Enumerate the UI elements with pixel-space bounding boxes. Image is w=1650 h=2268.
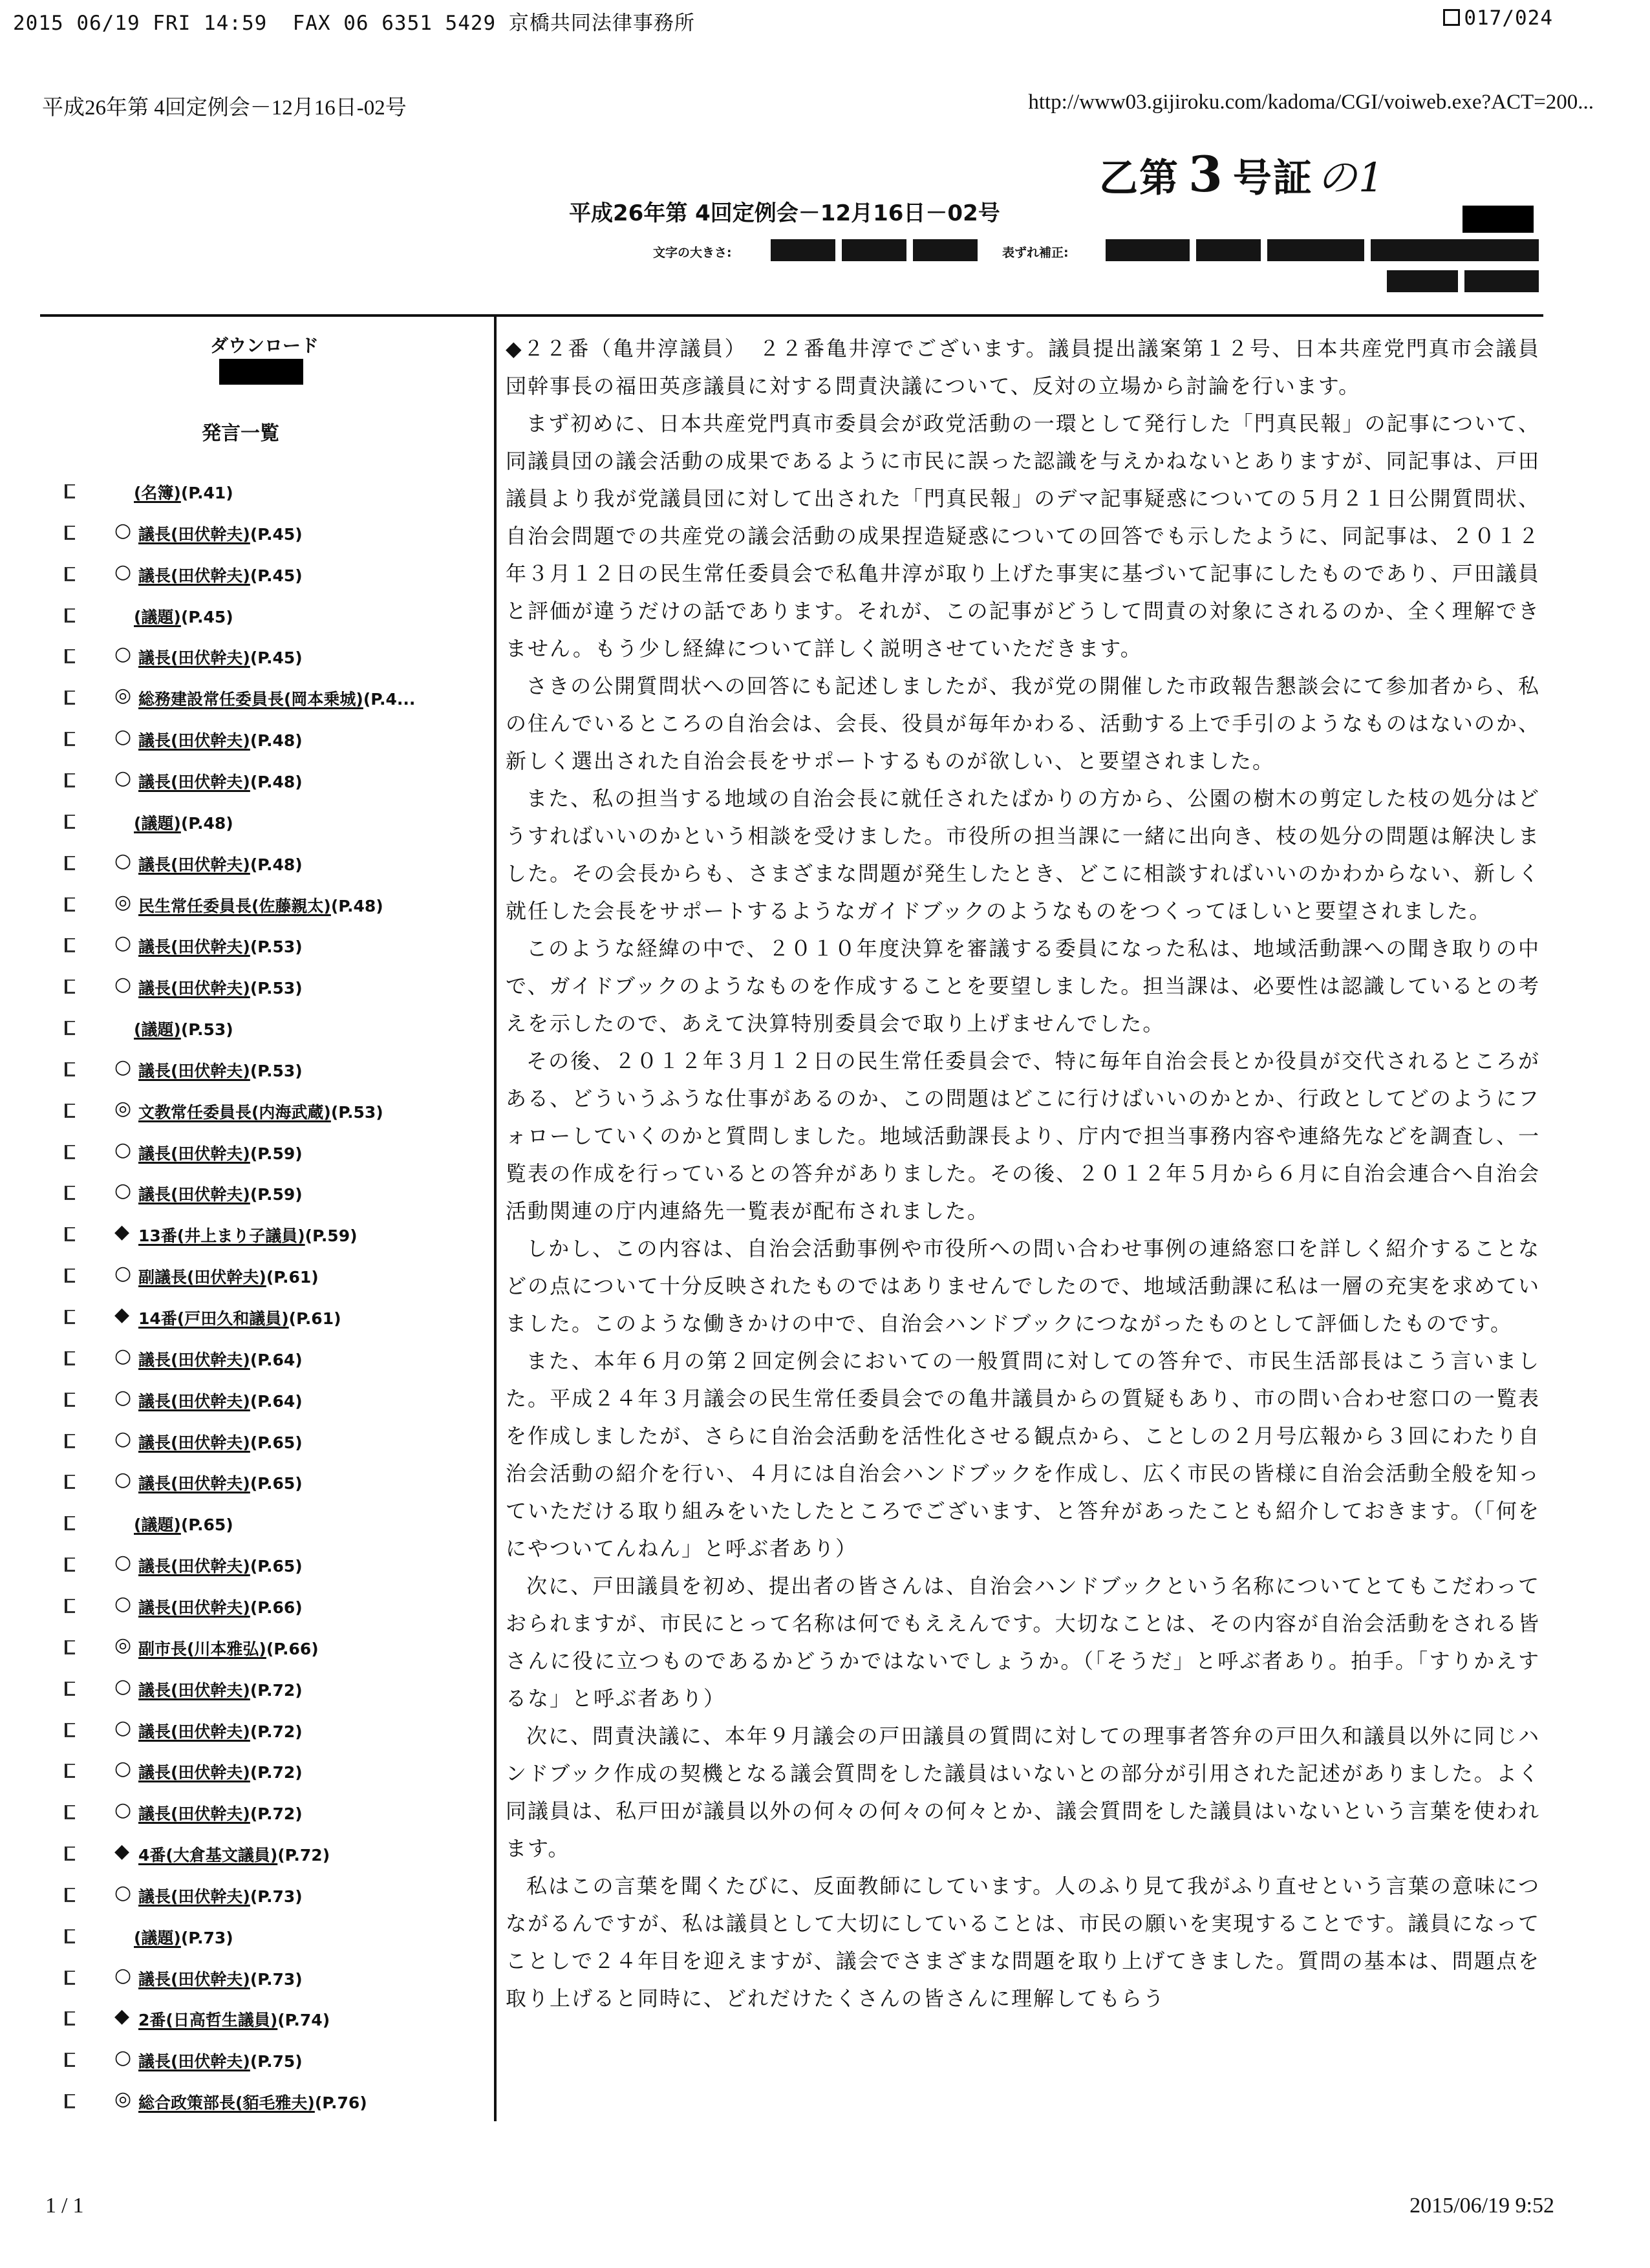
- speaker-entry: [138, 2007, 330, 2031]
- speaker-mark-icon: ○: [114, 1468, 132, 1492]
- speaker-entry: [138, 1182, 303, 1205]
- speech-list-item[interactable]: [40, 1548, 493, 1581]
- list-checkbox[interactable]: [65, 1351, 75, 1365]
- speaker-page: (P.65): [250, 1474, 303, 1493]
- speaker-page: (P.73): [250, 1969, 303, 1989]
- list-checkbox[interactable]: [65, 1640, 75, 1654]
- speaker-link[interactable]: 文教常任委員長(内海武蔵): [138, 1102, 331, 1122]
- document-title: 平成26年第 4回定例会－12月16日－02号: [569, 200, 1000, 226]
- speech-paragraph: このような経緯の中で、２０１０年度決算を審議する委員になった私は、地域活動課への聞き取りの中で、ガイドブックのようなものを作成することを要望しました。担当課は、必要性は認識しているとの考えを示したので、あえて決算特別委員会で取り上げませんでした。: [506, 936, 1540, 1036]
- speaker-entry: [138, 1058, 303, 1082]
- speaker-mark-icon: ○: [114, 2046, 132, 2070]
- list-checkbox[interactable]: [65, 567, 75, 581]
- speech-list-item[interactable]: [40, 599, 493, 632]
- speaker-link[interactable]: 議長(田伏幹夫): [138, 1557, 250, 1576]
- speaker-page: (P.48): [250, 772, 303, 791]
- list-checkbox[interactable]: [65, 608, 75, 623]
- list-checkbox[interactable]: [65, 732, 75, 746]
- speaker-entry: [138, 976, 303, 999]
- speaker-mark-icon: ○: [114, 1799, 132, 1822]
- speaker-page: (P.4...: [363, 690, 416, 709]
- speaker-entry: [138, 1760, 303, 1783]
- speech-list-item[interactable]: [40, 1920, 493, 1952]
- speech-list-item[interactable]: [40, 2002, 493, 2035]
- alignment-label: 表ずれ補正:: [1002, 246, 1069, 260]
- speaker-mark-icon: ○: [114, 1881, 132, 1904]
- speech-list-item[interactable]: [40, 1673, 493, 1705]
- list-checkbox[interactable]: [65, 1021, 75, 1035]
- redaction-block: [1462, 206, 1534, 233]
- list-checkbox[interactable]: [65, 938, 75, 952]
- speaker-link[interactable]: 4番(大倉基文議員): [138, 1846, 278, 1865]
- speaker-entry: [138, 1306, 341, 1329]
- speech-paragraph: 私はこの言葉を聞くたびに、反面教師にしています。人のふり見て我がふり直せという言葉の意味につながるんですが、私は議員として大切にしていることは、市民の願いを実現することです。議員になってことしで２４年目を迎えますが、議会でさまざまな問題を取り上げてきました。質問の基本は、問題点を取り上げると同時に、どれだけたくさんの皆さんに理解してもらう: [506, 1874, 1540, 2011]
- speaker-link[interactable]: 議長(田伏幹夫): [138, 1969, 250, 1989]
- list-checkbox[interactable]: [65, 1145, 75, 1159]
- speaker-mark-icon: ○: [114, 1757, 132, 1781]
- speaker-entry: [138, 1636, 319, 1660]
- speaker-link[interactable]: 総務建設常任委員長(岡本乗城): [138, 690, 363, 709]
- list-checkbox[interactable]: [65, 1475, 75, 1489]
- alignment-option-4[interactable]: [1371, 239, 1539, 261]
- list-checkbox[interactable]: [65, 484, 75, 498]
- speaker-entry: [138, 522, 303, 545]
- speech-list-item[interactable]: [40, 1384, 493, 1416]
- speaker-page: (P.76): [314, 2093, 367, 2113]
- font-size-label: 文字の大きさ:: [653, 246, 732, 260]
- speech-list-item[interactable]: [40, 475, 493, 508]
- list-checkbox[interactable]: [65, 979, 75, 994]
- speaker-mark-icon: ○: [114, 1344, 132, 1367]
- speaker-page: (P.59): [250, 1144, 303, 1163]
- list-checkbox[interactable]: [65, 2011, 75, 2026]
- speech-list-item[interactable]: [40, 1301, 493, 1333]
- speaker-page: (P.59): [250, 1185, 303, 1204]
- list-checkbox[interactable]: [65, 1434, 75, 1448]
- evidence-stamp: [1099, 145, 1385, 203]
- speaker-page: (P.64): [250, 1391, 303, 1411]
- speaker-entry: [138, 1471, 303, 1494]
- list-checkbox[interactable]: [65, 2094, 75, 2108]
- speaker-page: (P.73): [250, 1887, 303, 1906]
- speaker-mark-icon: ○: [114, 1179, 132, 1203]
- speaker-page: (P.45): [180, 607, 233, 626]
- speaker-entry: [138, 1347, 303, 1371]
- speaker-link[interactable]: 議長(田伏幹夫): [138, 1722, 250, 1741]
- speech-paragraph: また、本年６月の第２回定例会においての一般質問に対しての答弁で、市民生活部長はこう言いました。平成２４年３月議会の民生常任委員会での亀井議員からの質疑もあり、市の問い合わせ窓口の一覧表を作成しましたが、さらに自治会活動を活性化させる観点から、ことしの２月号広報から３回にわたり自治会活動の紹介を行い、４月には自治会ハンドブックを作成し、広く市民の皆様に自治会活動全般を知っていただける取り組みをいたしたところでございます、と答弁があったことも紹介しておきます。（「何をにやついてんねん」と呼ぶ者あり）: [506, 1349, 1540, 1561]
- speaker-link[interactable]: 議長(田伏幹夫): [138, 1185, 250, 1204]
- speech-list-item[interactable]: [40, 1796, 493, 1828]
- speaker-page: (P.65): [250, 1433, 303, 1452]
- speaker-mark-icon: ○: [114, 973, 132, 996]
- stamp-prefix: 乙第: [1099, 156, 1179, 201]
- fax-transmission-line: 2015 06/19 FRI 14:59 FAX 06 6351 5429 京橋共同法律事務所: [13, 12, 695, 35]
- speaker-entry: [138, 852, 303, 875]
- speaker-mark-icon: ○: [114, 766, 132, 789]
- print-page-title: 平成26年第 4回定例会－12月16日-02号: [42, 96, 407, 120]
- speaker-mark-icon: ◎: [114, 2088, 132, 2111]
- column-divider: [494, 314, 497, 2121]
- speech-paragraph: その後、２０１２年３月１２日の民生常任委員会で、特に毎年自治会長とか役員が交代されるところがある、どういうふうな仕事があるのか、この問題はどこに行けばいいのかとか、行政としてどのようにフォローしていくのかと質問しました。地域活動課長より、庁内で担当事務内容や連絡先などを調査し、一覧表の作成を行っているとの答弁がありました。その後、２０１２年５月から６月に自治会連合へ自治会活動関連の庁内連絡先一覧表が配布されました。: [506, 1049, 1540, 1223]
- speaker-mark-icon: ◆: [114, 2005, 130, 2028]
- footer-timestamp: 2015/06/19 9:52: [1409, 2194, 1554, 2218]
- speaker-mark-icon: ○: [114, 932, 132, 955]
- list-checkbox[interactable]: [65, 526, 75, 540]
- speaker-page: (P.48): [250, 855, 303, 874]
- speaker-entry: [134, 480, 233, 504]
- speaker-link[interactable]: 13番(井上まり子議員): [138, 1226, 305, 1246]
- speaker-link[interactable]: 副議長(田伏幹夫): [138, 1268, 266, 1287]
- header-divider: [40, 314, 1543, 317]
- sidebar: [40, 320, 493, 2130]
- speaker-link[interactable]: 議長(田伏幹夫): [138, 1433, 250, 1452]
- speaker-mark-icon: ◎: [114, 684, 132, 707]
- alignment-option-1[interactable]: [1106, 239, 1190, 261]
- list-checkbox[interactable]: [65, 856, 75, 870]
- speaker-entry: [138, 893, 383, 917]
- speaker-entry: [138, 1389, 303, 1412]
- speaker-mark-icon: ○: [114, 1551, 132, 1574]
- speaker-mark-icon: ○: [114, 643, 132, 666]
- speaker-page: (P.53): [250, 1061, 303, 1080]
- speaker-page: (P.72): [250, 1722, 303, 1741]
- speaker-link[interactable]: 議長(田伏幹夫): [138, 979, 250, 998]
- speech-paragraph: また、私の担当する地域の自治会長に就任されたばかりの方から、公園の樹木の剪定した枝の処分はどうすればいいのかという相談を受けました。市役所の担当課に一緒に出向き、枝の処分の問題は解決しました。その会長からも、さまざまな問題が発生したとき、どこに相談すればいいのかわからない、新しく就任した会長をサポートするようなガイドブックのようなものをつくってほしいと要望されました。: [506, 786, 1540, 923]
- speech-list-item[interactable]: [40, 1259, 493, 1292]
- speaker-mark-icon: ◎: [114, 890, 132, 914]
- speaker-link[interactable]: 議長(田伏幹夫): [138, 648, 250, 668]
- speech-paragraph: さきの公開質問状への回答にも記述しましたが、我が党の開催した市政報告懇談会にて参加者から、私の住んでいるところの自治会は、会長、役員が毎年かわる、活動する上で手引のようなものはないのか、新しく選出された自治会長をサポートするものが欲しい、と要望されました。: [506, 674, 1540, 773]
- speech-list-item[interactable]: [40, 558, 493, 590]
- list-checkbox[interactable]: [65, 1682, 75, 1696]
- speech-list-item[interactable]: [40, 517, 493, 549]
- speaker-mark-icon: ○: [114, 725, 132, 749]
- speech-list-item[interactable]: [40, 888, 493, 921]
- stamp-number: 3: [1188, 145, 1224, 203]
- speech-list-item[interactable]: [40, 1590, 493, 1622]
- list-checkbox[interactable]: [65, 1227, 75, 1241]
- list-checkbox[interactable]: [65, 815, 75, 829]
- speaker-link[interactable]: 民生常任委員長(佐藤親太): [138, 896, 331, 915]
- speaker-entry: [138, 934, 303, 957]
- speaker-mark-icon: ○: [114, 1055, 132, 1078]
- speech-list-item[interactable]: [40, 970, 493, 1003]
- speaker-entry: [138, 1141, 303, 1164]
- speech-list-item[interactable]: [40, 929, 493, 961]
- speaker-page: (P.41): [180, 484, 233, 502]
- fax-header: [13, 6, 1637, 39]
- speaker-link[interactable]: 議長(田伏幹夫): [138, 1061, 250, 1080]
- speaker-link[interactable]: (名簿): [134, 484, 181, 502]
- speaker-mark-icon: ○: [114, 560, 132, 583]
- speaker-page: (P.45): [250, 648, 303, 668]
- speaker-page: (P.64): [250, 1350, 303, 1369]
- speaker-link[interactable]: 議長(田伏幹夫): [138, 731, 250, 751]
- speech-list-item[interactable]: [40, 1507, 493, 1539]
- speech-list-item[interactable]: [40, 806, 493, 838]
- speaker-link[interactable]: 議長(田伏幹夫): [138, 1598, 250, 1617]
- speaker-entry: [138, 687, 415, 710]
- footer-page-count: 1/1: [45, 2194, 89, 2218]
- speaker-page: (P.45): [250, 566, 303, 585]
- speaker-link[interactable]: 議長(田伏幹夫): [138, 2052, 250, 2071]
- speech-list-item[interactable]: [40, 764, 493, 797]
- list-checkbox[interactable]: [65, 1516, 75, 1530]
- speech-list-item[interactable]: [40, 640, 493, 672]
- speaker-link[interactable]: 議長(田伏幹夫): [138, 1804, 250, 1824]
- speaker-page: (P.61): [266, 1268, 319, 1287]
- list-checkbox[interactable]: [65, 1805, 75, 1819]
- font-size-medium-button[interactable]: [842, 239, 906, 261]
- speaker-mark-icon: ○: [114, 1385, 132, 1409]
- speech-list-item[interactable]: [40, 1755, 493, 1787]
- speaker-link[interactable]: 議長(田伏幹夫): [138, 524, 250, 544]
- speech-list-item[interactable]: [40, 1714, 493, 1746]
- speaker-mark-icon: ○: [114, 1262, 132, 1285]
- speaker-mark-icon: ○: [114, 1716, 132, 1739]
- list-checkbox[interactable]: [65, 1104, 75, 1118]
- speaker-entry: [138, 1801, 303, 1824]
- speaker-entry: [134, 1512, 233, 1535]
- speaker-entry: [138, 1430, 303, 1453]
- speaker-mark-icon: ◎: [114, 1097, 132, 1120]
- speech-list-item[interactable]: [40, 1466, 493, 1498]
- speaker-link[interactable]: (議題): [134, 1515, 181, 1535]
- speech-list-item[interactable]: [40, 1053, 493, 1086]
- speech-paragraph: 次に、戸田議員を初め、提出者の皆さんは、自治会ハンドブックという名称についてとてもこだわっておられますが、市民にとって名称は何でもええんです。大切なことは、その内容が自治会活動をされる皆さんに役に立つものであるかどうかではないでしょうか。（「そうだ」と呼ぶ者あり。拍手。「すりかえするな」と呼ぶ者あり）: [506, 1574, 1540, 1711]
- speaker-mark-icon: ◆: [114, 1221, 130, 1244]
- alignment-option-6[interactable]: [1464, 270, 1539, 292]
- speaker-page: (P.66): [266, 1639, 319, 1658]
- speech-list-title: 発言一覧: [202, 422, 279, 445]
- speaker-page: (P.53): [330, 1102, 383, 1122]
- list-checkbox[interactable]: [65, 1310, 75, 1324]
- speaker-page: (P.72): [250, 1804, 303, 1824]
- list-checkbox[interactable]: [65, 1971, 75, 1985]
- speaker-page: (P.72): [250, 1680, 303, 1700]
- speaker-entry: [138, 728, 303, 751]
- speaker-page: (P.48): [250, 731, 303, 751]
- list-checkbox[interactable]: [65, 1764, 75, 1778]
- speaker-link[interactable]: (議題): [134, 1020, 181, 1040]
- speech-list-item[interactable]: [40, 1837, 493, 1870]
- speaker-link[interactable]: (議題): [134, 813, 181, 833]
- speaker-link[interactable]: 議長(田伏幹夫): [138, 1680, 250, 1700]
- speech-paragraph: 次に、問責決議に、本年９月議会の戸田議員の質問に対しての理事者答弁の戸田久和議員以外に同じハンドブック作成の契機となる議会質問をした議員はいないとの部分が引用された記述がありました。よく同議員は、私戸田が議員以外の何々の何々の何々とか、議会質問をした議員はいないという言葉を使われます。: [506, 1724, 1540, 1861]
- speech-list-item[interactable]: [40, 681, 493, 714]
- speaker-entry: [138, 1100, 383, 1123]
- list-checkbox[interactable]: [65, 1186, 75, 1200]
- speaker-mark-icon: ○: [114, 1963, 132, 1987]
- font-size-small-button[interactable]: [771, 239, 835, 261]
- speech-list-item[interactable]: [40, 847, 493, 879]
- speaker-page: (P.74): [277, 2011, 330, 2030]
- list-checkbox[interactable]: [65, 1393, 75, 1407]
- speech-list-item[interactable]: [40, 1962, 493, 1994]
- speaker-page: (P.66): [250, 1598, 303, 1617]
- speech-paragraph: まず初めに、日本共産党門真市委員会が政党活動の一環として発行した「門真民報」の記事について、同議員団の議会活動の成果であるように市民に誤った認識を与えかねないとありますが、同記事は、戸田議員より我が党議員団に対して出された「門真民報」のデマ記事疑惑についての５月２１日公開質問状、自治会問題での共産党の議会活動の成果捏造疑惑についての回答でも示したように、同記事は、２０１２年３月１２日の民生常任委員会で私亀井淳が取り上げた事実に基づいて記事にしたものであり、戸田議員と評価が違うだけの話であります。それが、この記事がどうして問責の対象にされるのか、全く理解できません。もう少し経緯について詳しく説明させていただきます。: [506, 411, 1540, 661]
- print-page-url: http://www03.gijiroku.com/kadoma/CGI/voiweb.exe?ACT=200...: [1028, 91, 1594, 114]
- checkbox-icon: [1443, 9, 1460, 26]
- speaker-entry: [138, 769, 303, 793]
- speaker-page: (P.72): [250, 1763, 303, 1782]
- speaker-page: (P.75): [250, 2052, 303, 2071]
- list-checkbox[interactable]: [65, 2053, 75, 2067]
- speaker-link[interactable]: 議長(田伏幹夫): [138, 1391, 250, 1411]
- speaker-mark-icon: ◆: [114, 1303, 130, 1326]
- fax-page-number: [1443, 6, 1553, 30]
- speaker-link[interactable]: 議長(田伏幹夫): [138, 566, 250, 585]
- speaker-mark-icon: ◎: [114, 1633, 132, 1656]
- speaker-entry: [138, 1223, 358, 1246]
- list-checkbox[interactable]: [65, 649, 75, 663]
- speech-list-item[interactable]: [40, 1177, 493, 1209]
- fax-page-label: 017/024: [1464, 6, 1553, 30]
- alignment-option-3[interactable]: [1267, 239, 1364, 261]
- speech-list-item[interactable]: [40, 723, 493, 755]
- speech-list-item[interactable]: [40, 1136, 493, 1168]
- speaker-entry: [138, 1678, 303, 1701]
- alignment-option-2[interactable]: [1196, 239, 1261, 261]
- speaker-mark-icon: ○: [114, 1592, 132, 1615]
- speaker-link[interactable]: 副市長(川本雅弘): [138, 1639, 266, 1658]
- speaker-entry: [138, 1719, 303, 1742]
- speaker-entry: [134, 604, 233, 628]
- speaker-entry: [138, 1843, 330, 1866]
- speech-opening-paragraph: ◆２２番（亀井淳議員） ２２番亀井淳でございます。議員提出議案第１２号、日本共産党門真市会議員団幹事長の福田英彦議員に対する問責決議について、反対の立場から討論を行います。: [506, 336, 1540, 398]
- speaker-link[interactable]: 2番(日高哲生議員): [138, 2011, 278, 2030]
- speech-list-item[interactable]: [40, 2044, 493, 2076]
- speaker-page: (P.65): [180, 1515, 233, 1535]
- speaker-entry: [138, 1554, 303, 1577]
- speaker-entry: [134, 1925, 233, 1949]
- alignment-option-5[interactable]: [1387, 270, 1458, 292]
- speaker-page: (P.61): [288, 1309, 341, 1328]
- list-checkbox[interactable]: [65, 897, 75, 912]
- speaker-link[interactable]: 議長(田伏幹夫): [138, 1887, 250, 1906]
- speaker-page: (P.72): [277, 1846, 330, 1865]
- stamp-handwritten: の1: [1316, 154, 1386, 201]
- speaker-entry: [138, 1967, 303, 1990]
- speaker-link[interactable]: 議長(田伏幹夫): [138, 937, 250, 957]
- speech-body: [506, 330, 1540, 2127]
- stamp-suffix: 号証: [1232, 156, 1313, 201]
- download-heading: ダウンロード: [210, 335, 319, 356]
- speaker-link[interactable]: 議長(田伏幹夫): [138, 772, 250, 791]
- speech-list-item[interactable]: [40, 1631, 493, 1664]
- browser-print-header: [42, 91, 1594, 129]
- speech-list-item[interactable]: [40, 1012, 493, 1044]
- list-checkbox[interactable]: [65, 773, 75, 787]
- speech-list-item[interactable]: [40, 1342, 493, 1375]
- speaker-entry: [138, 563, 303, 586]
- speaker-entry: [138, 1265, 319, 1288]
- list-checkbox[interactable]: [65, 1846, 75, 1861]
- speaker-mark-icon: ○: [114, 519, 132, 542]
- speaker-entry: [134, 1017, 233, 1040]
- speaker-page: (P.53): [250, 937, 303, 957]
- speaker-entry: [138, 2090, 367, 2113]
- speaker-link[interactable]: 総合政策部長(貊毛雅夫): [138, 2093, 315, 2113]
- list-checkbox[interactable]: [65, 1888, 75, 1902]
- speaker-link[interactable]: 議長(田伏幹夫): [138, 1763, 250, 1782]
- speech-list-item[interactable]: [40, 1879, 493, 1911]
- speaker-link[interactable]: 議長(田伏幹夫): [138, 1474, 250, 1493]
- speaker-page: (P.65): [250, 1557, 303, 1576]
- list-checkbox[interactable]: [65, 1062, 75, 1076]
- speaker-page: (P.73): [180, 1928, 233, 1947]
- speaker-page: (P.53): [180, 1020, 233, 1040]
- list-checkbox[interactable]: [65, 1557, 75, 1572]
- list-checkbox[interactable]: [65, 1599, 75, 1613]
- speaker-link[interactable]: 議長(田伏幹夫): [138, 1144, 250, 1163]
- speaker-entry: [138, 2049, 303, 2072]
- speaker-mark-icon: ○: [114, 1427, 132, 1450]
- speech-paragraph: しかし、この内容は、自治会活動事例や市役所への問い合わせ事例の連絡窓口を詳しく紹介することなどの点について十分反映されたものではありませんでしたので、地域活動課に私は一層の充実を求めていました。このような働きかけの中で、自治会ハンドブックにつながったものとして評価したものです。: [506, 1236, 1540, 1336]
- speaker-mark-icon: ○: [114, 1138, 132, 1161]
- font-size-large-button[interactable]: [913, 239, 978, 261]
- speaker-page: (P.53): [250, 979, 303, 998]
- download-button[interactable]: [219, 359, 303, 385]
- speaker-link[interactable]: 議長(田伏幹夫): [138, 1350, 250, 1369]
- speaker-entry: [134, 811, 233, 834]
- speech-list-item[interactable]: [40, 1218, 493, 1250]
- speaker-page: (P.59): [305, 1226, 358, 1246]
- list-checkbox[interactable]: [65, 1723, 75, 1737]
- speaker-page: (P.45): [250, 524, 303, 544]
- speaker-link[interactable]: (議題): [134, 1928, 181, 1947]
- speaker-entry: [138, 1884, 303, 1907]
- speaker-mark-icon: ◆: [114, 1840, 130, 1863]
- list-checkbox[interactable]: [65, 690, 75, 705]
- speaker-link[interactable]: 14番(戸田久和議員): [138, 1309, 289, 1328]
- speech-list-item[interactable]: [40, 1425, 493, 1457]
- speaker-page: (P.48): [330, 896, 383, 915]
- speaker-entry: [138, 645, 303, 669]
- speaker-mark-icon: ○: [114, 1674, 132, 1698]
- speaker-page: (P.48): [180, 813, 233, 833]
- speaker-mark-icon: ○: [114, 849, 132, 872]
- list-checkbox[interactable]: [65, 1268, 75, 1283]
- speech-list-item[interactable]: [40, 2085, 493, 2117]
- speaker-entry: [138, 1595, 303, 1618]
- speaker-link[interactable]: (議題): [134, 607, 181, 626]
- speech-list-item[interactable]: [40, 1095, 493, 1127]
- list-checkbox[interactable]: [65, 1929, 75, 1943]
- speaker-link[interactable]: 議長(田伏幹夫): [138, 855, 250, 874]
